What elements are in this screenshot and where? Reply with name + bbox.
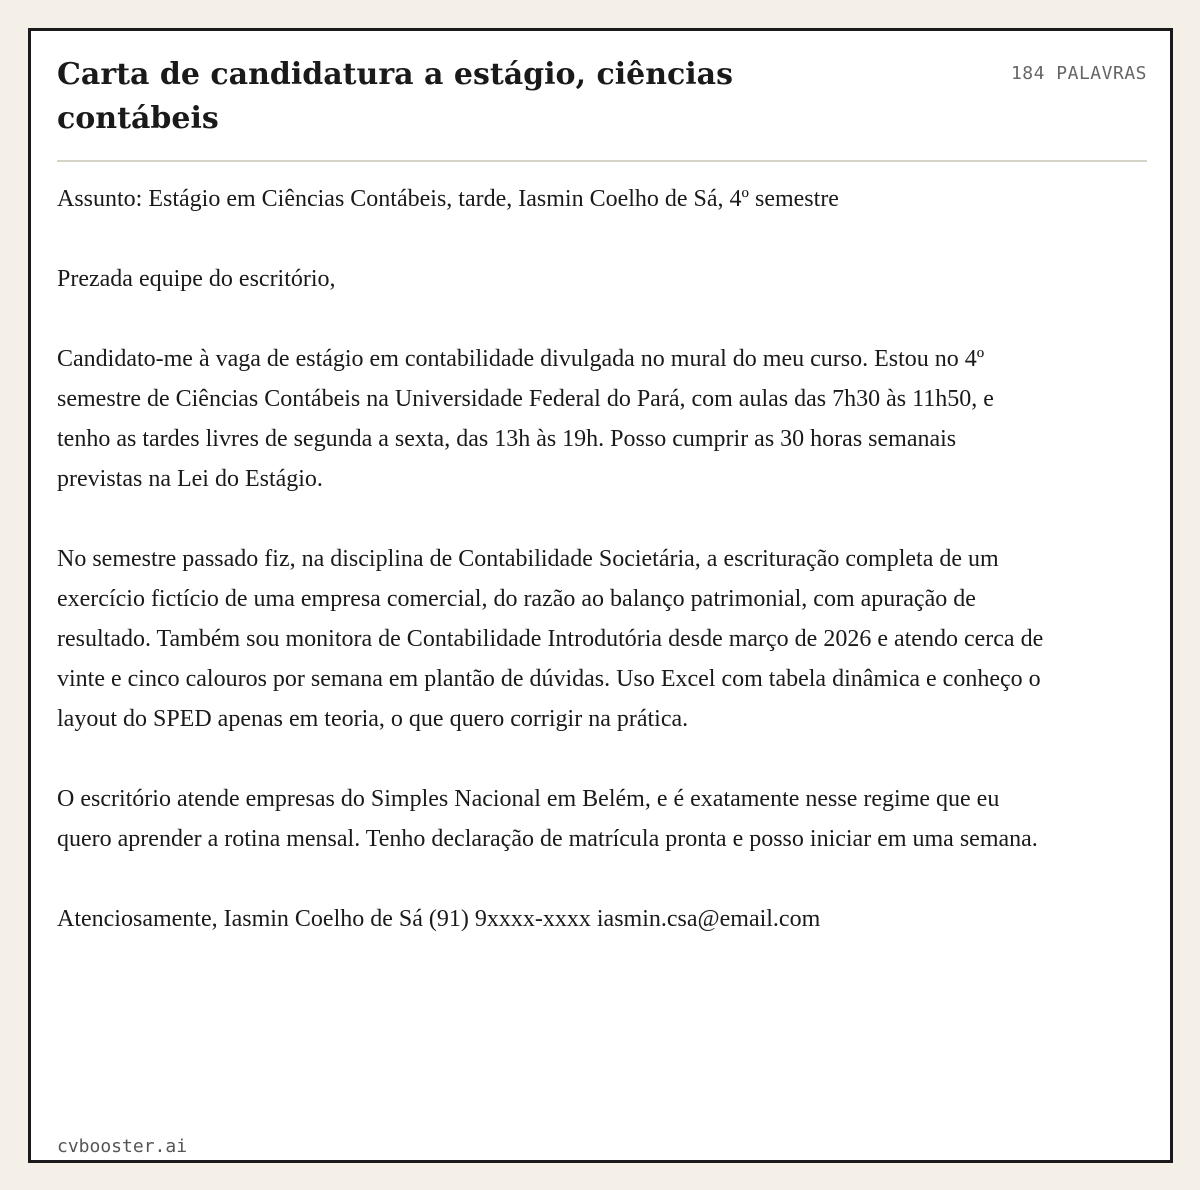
brand-footer: cvbooster.ai [57,1136,188,1157]
signature-line: Atenciosamente, Iasmin Coelho de Sá (91) 9xxxx-xxxx iasmin.csa@email.com [57,906,821,932]
letter-paragraph: O escritório atende empresas do Simples Nacional em Belém, e é exatamente nesse regime que eu quero aprender a rotina mensal. Tenho declaração de matrícula pronta e posso iniciar em uma semana. [57,786,1038,852]
letter-paragraph: No semestre passado fiz, na disciplina de Contabilidade Societária, a escrituração completa de um exercício fictício de uma empresa comercial, do razão ao balanço patrimonial, com apuração de resultado. Também sou monitora de Contabilidade Introdutória desde março de 2026 e atendo cerca de vinte e cinco calouros por semana em plantão de dúvidas. Uso Excel com tabela dinâmica e conheço o layout do SPED apenas em teoria, o que quero corrigir na prática. [57,546,1044,732]
letter-paragraph: Candidato-me à vaga de estágio em contabilidade divulgada no mural do meu curso. Estou no 4º semestre de Ciências Contábeis na Universidade Federal do Pará, com aulas das 7h30 às 11h50, e tenho as tardes livres de segunda a sexta, das 13h às 19h. Posso cumprir as 30 horas semanais previstas na Lei do Estágio. [57,346,994,492]
header-divider [57,160,1147,162]
document-title: Carta de candidatura a estágio, ciências contábeis [57,57,734,136]
letter-body [57,179,1047,939]
cover-letter-card [28,28,1173,1163]
word-count-badge: 184 PALAVRAS [1010,63,1147,84]
document-header [57,53,1147,163]
salutation: Prezada equipe do escritório, [57,266,336,292]
subject-line: Assunto: Estágio em Ciências Contábeis, tarde, Iasmin Coelho de Sá, 4º semestre [57,186,839,212]
